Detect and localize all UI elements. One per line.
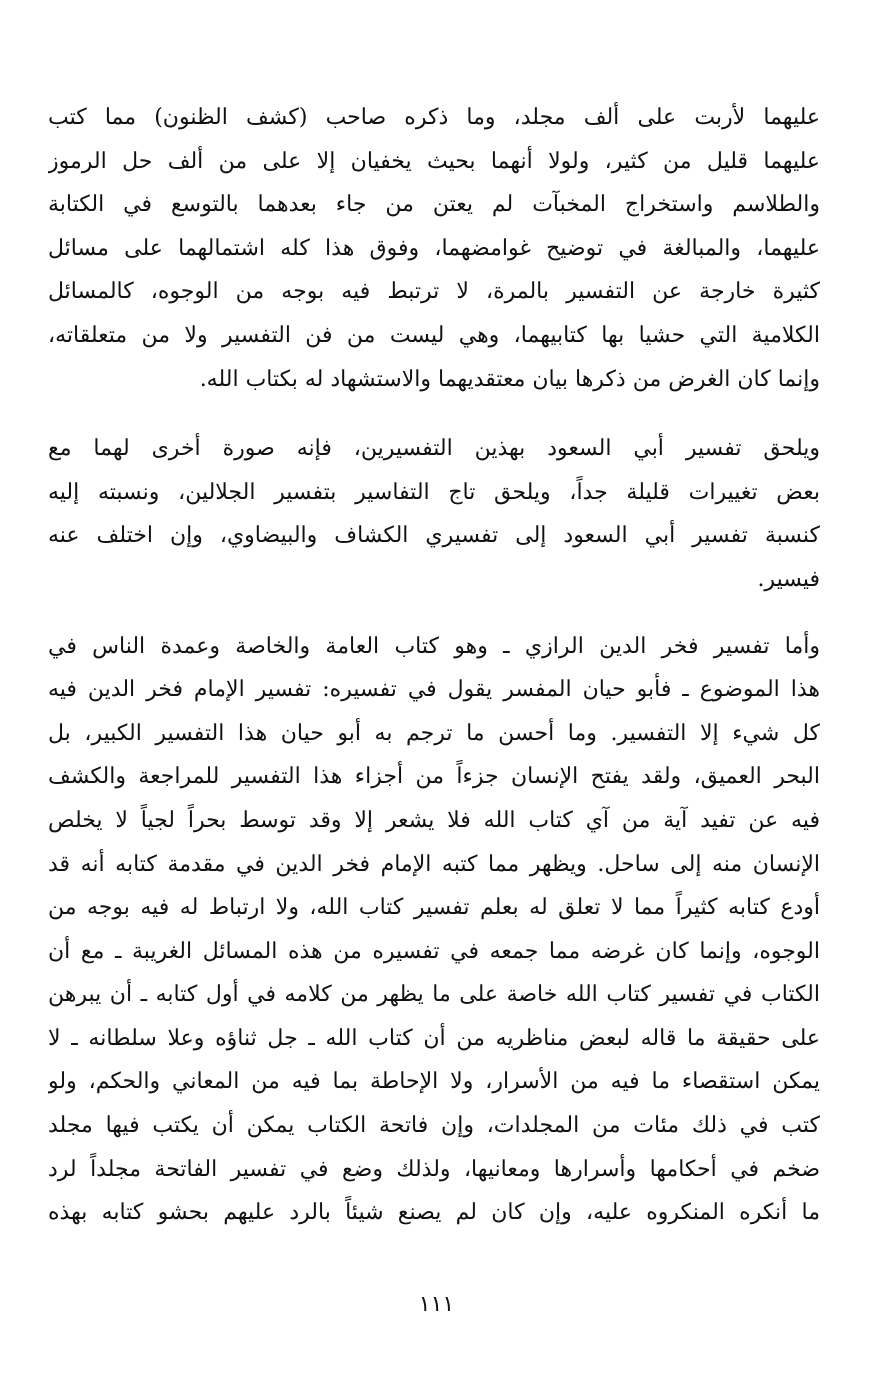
text-line: والطلاسم واستخراج المخبآت لم يعتن من جاء بعدهما بالتوسع في الكتابة [48,192,820,218]
text-line: يمكن استقصاء ما فيه من الأسرار، ولا الإحاطة بما فيه من المعاني والحكم، ولو [48,1069,820,1095]
text-line: فيه عن تفيد آية من آي كتاب الله فلا يشعر إلا وقد توسط بحراً لجياً لا يخلص [48,807,820,833]
paragraph-1 [48,96,820,401]
page-number: ١١١ [418,1292,455,1317]
text-line: الإنسان منه إلى ساحل. ويظهر مما كتبه الإمام فخر الدين في مقدمة كتابه أنه قد [48,851,820,877]
text-line: الوجوه، وإنما كان غرضه مما جمعه في تفسيره من هذه المسائل الغريبة ـ مع أن [48,938,820,964]
paragraph-3 [48,625,820,1235]
text-line: البحر العميق، ولقد يفتح الإنسان جزءاً من أجزاء هذا التفسير للمراجعة والكشف [48,764,820,790]
text-line: بعض تغييرات قليلة جداً، ويلحق تاج التفاسير بتفسير الجلالين، ونسبته إليه [48,479,820,505]
text-line: كثيرة خارجة عن التفسير بالمرة، لا ترتبط فيه بوجه من الوجوه، كالمسائل [48,279,820,305]
text-line: عليهما لأربت على ألف مجلد، وما ذكره صاحب (كشف الظنون) مما كتب [48,105,820,130]
text-line: على حقيقة ما قاله لبعض مناظريه من أن كتاب الله ـ جل ثناؤه وعلا سلطانه ـ لا [48,1025,820,1051]
text-line: فيسير. [757,566,820,592]
text-line: هذا الموضوع ـ فأبو حيان المفسر يقول في تفسيره: تفسير الإمام فخر الدين فيه [48,677,820,703]
text-line: ما أنكره المنكروه عليه، وإن كان لم يصنع شيئاً بالرد عليهم بحشو كتابه بهذه [48,1200,820,1226]
text-line: وإنما كان الغرض من ذكرها بيان معتقديهما والاستشهاد له بكتاب الله. [199,366,820,392]
text-line: وأما تفسير فخر الدين الرازي ـ وهو كتاب العامة والخاصة وعمدة الناس في [48,633,820,659]
text-line: ضخم في أحكامها وأسرارها ومعانيها، ولذلك وضع في تفسير الفاتحة مجلداً لرد [48,1156,820,1182]
text-line: أودع كتابه كثيراً مما لا تعلق له بعلم تفسير كتاب الله، ولا ارتباط له فيه بوجه من [48,895,820,921]
page-text [48,96,820,1235]
text-line: كل شيء إلا التفسير. وما أحسن ما ترجم به أبو حيان هذا التفسير الكبير، بل [48,720,820,746]
text-line: عليهما، والمبالغة في توضيح غوامضهما، وفوق هذا كله اشتمالهما على مسائل [48,235,820,261]
paragraph-2 [48,427,820,601]
text-line: عليهما قليل من كثير، ولولا أنهما بحيث يخفيان إلا على من ألف حل الرموز [48,148,820,174]
text-line: الكتاب في تفسير كتاب الله خاصة على ما يظهر من كلامه في أول كتابه ـ أن يبرهن [48,982,820,1008]
text-line: كتب في ذلك مئات من المجلدات، وإن فاتحة الكتاب يمكن أن يكتب فيها مجلد [48,1113,820,1139]
text-line: ويلحق تفسير أبي السعود بهذين التفسيرين، فإنه صورة أخرى لهما مع [48,436,820,462]
text-line: الكلامية التي حشيا بها كتابيهما، وهي ليست من فن التفسير ولا من متعلقاته، [48,322,820,348]
text-line: كنسبة تفسير أبي السعود إلى تفسيري الكشاف والبيضاوي، وإن اختلف عنه [48,523,820,549]
